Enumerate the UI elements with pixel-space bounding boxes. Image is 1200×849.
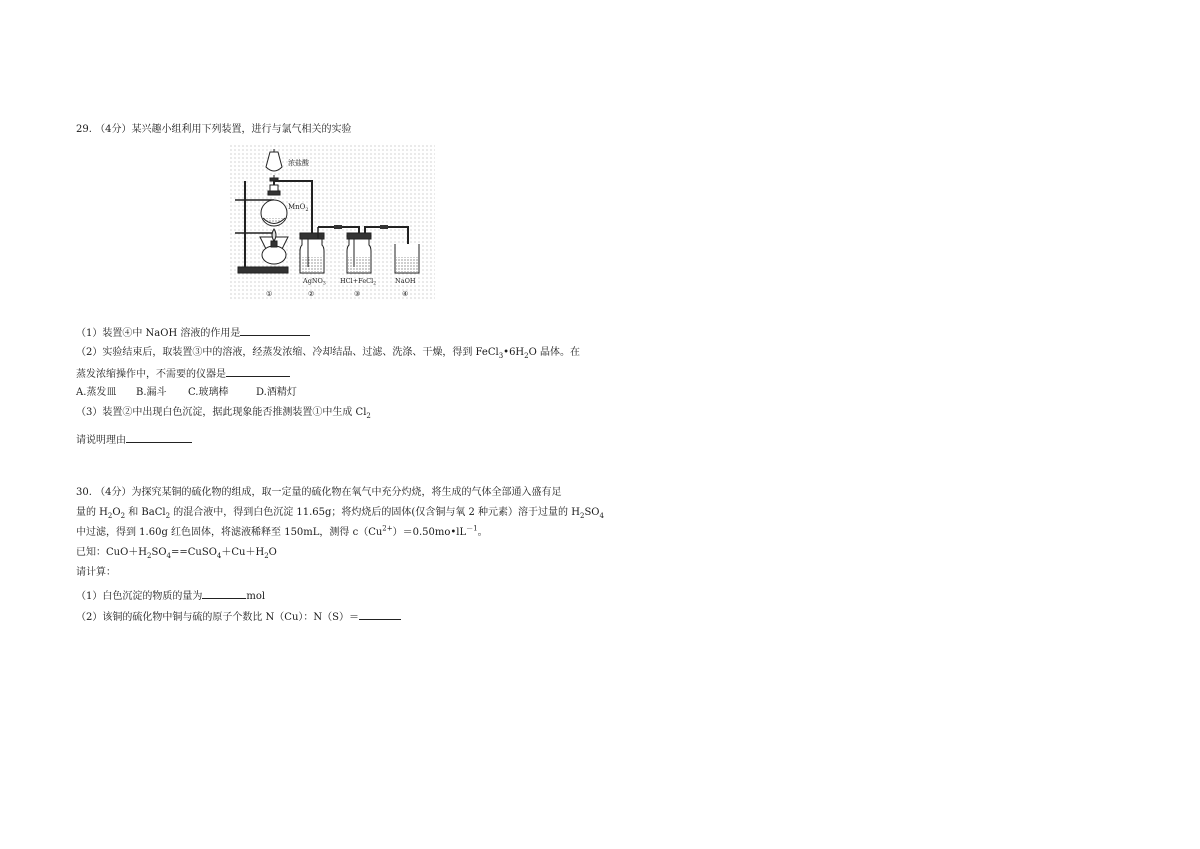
option-a[interactable]: A.蒸发皿 — [76, 387, 117, 398]
q29-sub2-line1: （2）实验结束后，取装置③中的溶液，经蒸发浓缩、冷却结晶、过滤、洗涤、干燥，得到 $FeCl_3•6H_2O$ 晶体。在 — [76, 347, 581, 360]
q30-line1: 30. （4分）为探究某铜的硫化物的组成，取一定量的硫化物在氧气中充分灼烧，将生成的气体全部通入盛有足 — [76, 487, 562, 498]
label-agno3: AgNO$_3$ — [303, 277, 326, 287]
apparatus-number-3: ③ — [354, 290, 361, 298]
tube-joint-1 — [334, 225, 342, 229]
q29-sub3: （3）装置②中出现白色沉淀，据此现象能否推测装置①中生成 $Cl_2$ — [76, 407, 371, 420]
q29-title: 29. （4分）某兴趣小组利用下列装置，进行与氯气相关的实验 — [76, 124, 352, 135]
label-naoh: NaOH — [395, 277, 416, 285]
label-hcl-fecl2: HCl+FeCl$_2$ — [340, 277, 377, 287]
label-mno2: MnO$_2$ — [288, 203, 309, 213]
q29-sub1: （1）装置④中 NaOH 溶液的作用是 — [76, 325, 310, 341]
q29-sub2-line2: 蒸发浓缩操作中，不需要的仪器是 — [76, 366, 290, 382]
q30-sub2: （2）该铜的硫化物中铜与硫的原子个数比 N（Cu）：N（S）＝ — [76, 609, 401, 625]
answer-blank-30-1[interactable] — [202, 588, 246, 599]
label-conc-hcl: 浓盐酸 — [288, 159, 309, 167]
tube-joint-2 — [380, 225, 388, 229]
answer-blank-29-1[interactable] — [240, 325, 310, 336]
apparatus-number-1: ① — [266, 290, 273, 298]
answer-blank-29-2[interactable] — [226, 366, 290, 377]
answer-blank-29-3[interactable] — [126, 432, 192, 443]
option-d[interactable]: D.酒精灯 — [256, 387, 297, 398]
option-c[interactable]: C.玻璃棒 — [188, 387, 229, 398]
q30-known-equation: 已知：$CuO+H_2SO_4==CuSO_4+Cu+H_2O$ — [76, 547, 277, 560]
option-b[interactable]: B.漏斗 — [136, 387, 167, 398]
apparatus-number-2: ② — [308, 290, 315, 298]
apparatus-number-4: ④ — [402, 290, 409, 298]
chlorine-apparatus-figure — [230, 145, 435, 300]
q30-line3: 中过滤，得到 1.60g 红色固体，将滤液稀释至 150mL，测得 $c(Cu^{2+})=0.50mo•lL^{-1}$。 — [76, 524, 488, 538]
beaker-naoh — [395, 244, 419, 273]
q30-line2: 量的 $H_2O_2$ 和 BaCl$_2$ 的混合液中，得到白色沉淀 11.65g；将灼烧后的固体(仅含铜与氧 2 种元素）溶于过量的 $H_2SO_4$ — [76, 507, 604, 520]
q29-options — [76, 386, 297, 400]
bottle-agno3 — [300, 227, 324, 273]
q30-sub1: （1）白色沉淀的物质的量为 mol — [76, 588, 265, 604]
answer-blank-30-2[interactable] — [359, 609, 401, 620]
q30-please-calc: 请计算： — [76, 567, 116, 578]
bottle-hcl-fecl2 — [347, 233, 371, 273]
q29-reason: 请说明理由 — [76, 432, 192, 448]
